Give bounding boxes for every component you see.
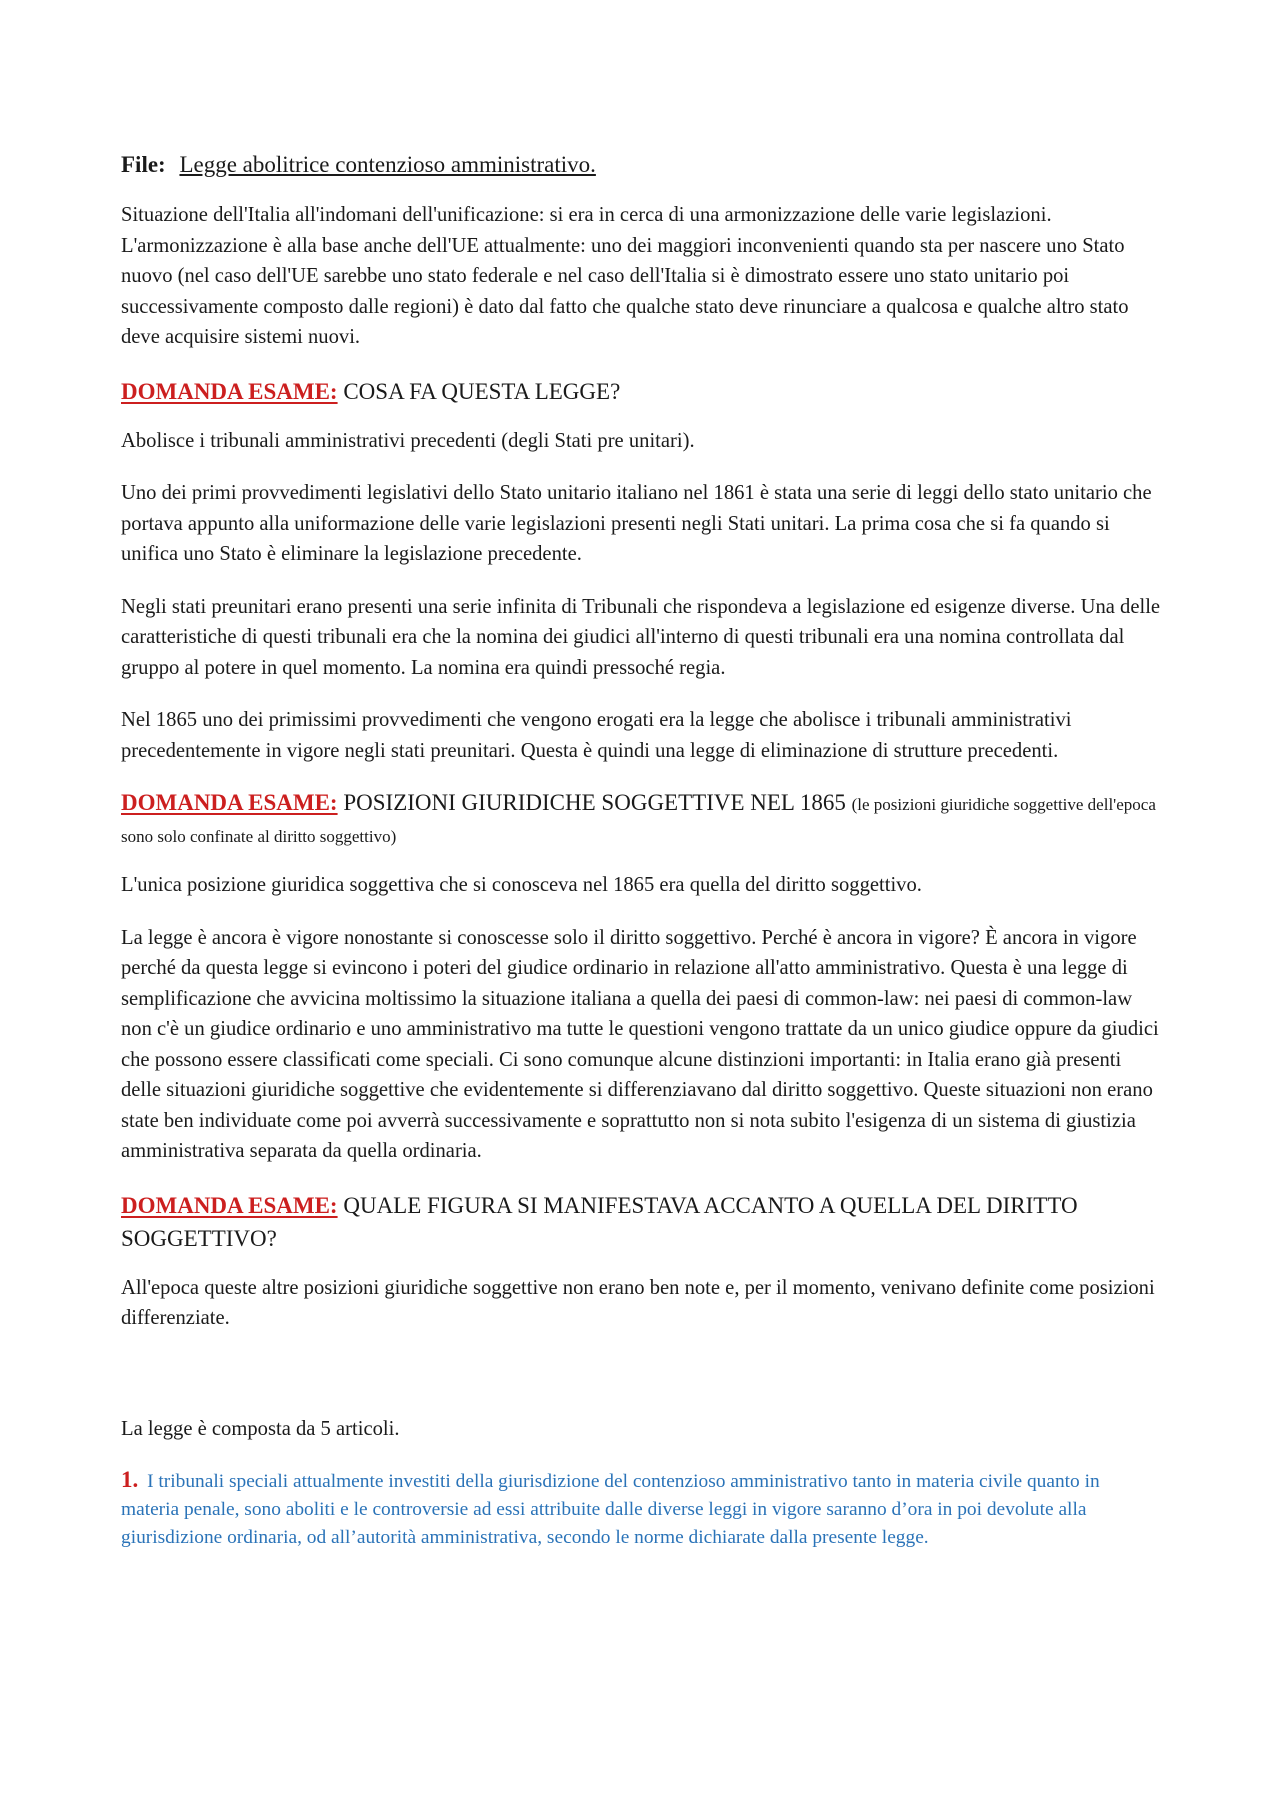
exam-question-note: (le posizioni giuridiche soggettive dell'epoca sono solo confinate al diritto soggettivo): [121, 795, 1156, 846]
file-name: Legge abolitrice contenzioso amministrativo.: [179, 152, 596, 177]
paragraph-articoli: La legge è composta da 5 articoli.: [121, 1417, 400, 1440]
exam-question-tag: DOMANDA ESAME:: [121, 1192, 338, 1218]
file-title-line: [121, 150, 1162, 180]
exam-question-2: [121, 788, 1162, 852]
paragraph-answer-1: Abolisce i tribunali amministrativi precedenti (degli Stati pre unitari).: [121, 429, 695, 452]
exam-question-tag: DOMANDA ESAME:: [121, 378, 338, 404]
blank-space: [121, 1356, 1162, 1414]
article-number: 1.: [121, 1467, 139, 1492]
file-label: File:: [121, 152, 166, 177]
paragraph-unica-posizione: L'unica posizione giuridica soggettiva che si conosceva nel 1865 era quella del diritto soggettivo.: [121, 874, 922, 896]
paragraph-legge-vigore: La legge è ancora è vigore nonostante si conoscesse solo il diritto soggettivo. Perché è ancora in vigore? È ancora in vigore perché da questa legge si evincono i poteri del giudice ordinario in relazione all'atto amministrativo. Questa è una legge di semplificazione che avvicina moltissimo la situazione italiana a quella dei paesi di common-law: nei paesi di common-law non c'è un giudice ordinario e uno amministrativo ma tutte le questioni vengono trattate da un unico giudice oppure da giudici che possono essere classificati come speciali. Ci sono comunque alcune distinzioni importanti: in Italia erano già presenti delle situazioni giuridiche soggettive che evidentemente si differenziavano dal diritto soggettivo. Queste situazioni non erano state ben individuate come poi avverrà successivamente e soprattutto non si nota subito l'esigenza di un sistema di giustizia amministrativa separata da quella ordinaria.: [121, 926, 1159, 1162]
exam-question-1: [121, 375, 1162, 408]
exam-question-text: POSIZIONI GIURIDICHE SOGGETTIVE NEL 1865: [343, 790, 846, 815]
paragraph-stati-preunitari: Negli stati preunitari erano presenti una serie infinita di Tribunali che rispondeva a legislazione ed esigenze diverse. Una delle caratteristiche di questi tribunali era che la nomina dei giudici all'interno di questi tribunali era una nomina controllata dal gruppo al potere in quel momento. La nomina era quindi pressoché regia.: [121, 595, 1161, 679]
paragraph-1865: Nel 1865 uno dei primissimi provvedimenti che vengono erogati era la legge che abolisce i tribunali amministrativi precedentemente in vigore negli stati preunitari. Questa è quindi una legge di eliminazione di strutture precedenti.: [121, 709, 1072, 762]
paragraph-provvedimenti: Uno dei primi provvedimenti legislativi dello Stato unitario italiano nel 1861 è stata una serie di leggi dello stato unitario che portava appunto alla uniformazione delle varie legislazioni presenti negli Stati unitari. La prima cosa che si fa quando si unifica uno Stato è eliminare la legislazione precedente.: [121, 482, 1152, 565]
paragraph-intro: Situazione dell'Italia all'indomani dell'unificazione: si era in cerca di una armonizzazione delle varie legislazioni. L'armonizzazione è alla base anche dell'UE attualmente: uno dei maggiori inconvenienti quando sta per nascere uno Stato nuovo (nel caso dell'UE sarebbe uno stato federale e nel caso dell'Italia si è dimostrato essere uno stato unitario poi successivamente composto dalle regioni) è dato dal fatto che qualche stato deve rinunciare a qualcosa e qualche altro stato deve acquisire sistemi nuovi.: [121, 204, 1129, 348]
exam-question-text: COSA FA QUESTA LEGGE?: [343, 378, 621, 404]
paragraph-posizioni-differenziate: All'epoca queste altre posizioni giuridiche soggettive non erano ben note e, per il momento, venivano definite come posizioni differenziate.: [121, 1276, 1155, 1329]
exam-question-text: QUALE FIGURA SI MANIFESTAVA ACCANTO A QUELLA DEL DIRITTO SOGGETTIVO?: [121, 1192, 1078, 1251]
exam-question-3: [121, 1189, 1162, 1255]
exam-question-tag: DOMANDA ESAME:: [121, 790, 338, 815]
article-1: [121, 1466, 1162, 1552]
article-text: I tribunali speciali attualmente investiti della giurisdizione del contenzioso amministrativo tanto in materia civile quanto in materia penale, sono aboliti e le controversie ad essi attribuite dalle diverse leggi in vigore saranno d’ora in poi devolute alla giurisdizione ordinaria, od all’autorità amministrativa, secondo le norme dichiarate dalla presente legge.: [121, 1471, 1100, 1548]
